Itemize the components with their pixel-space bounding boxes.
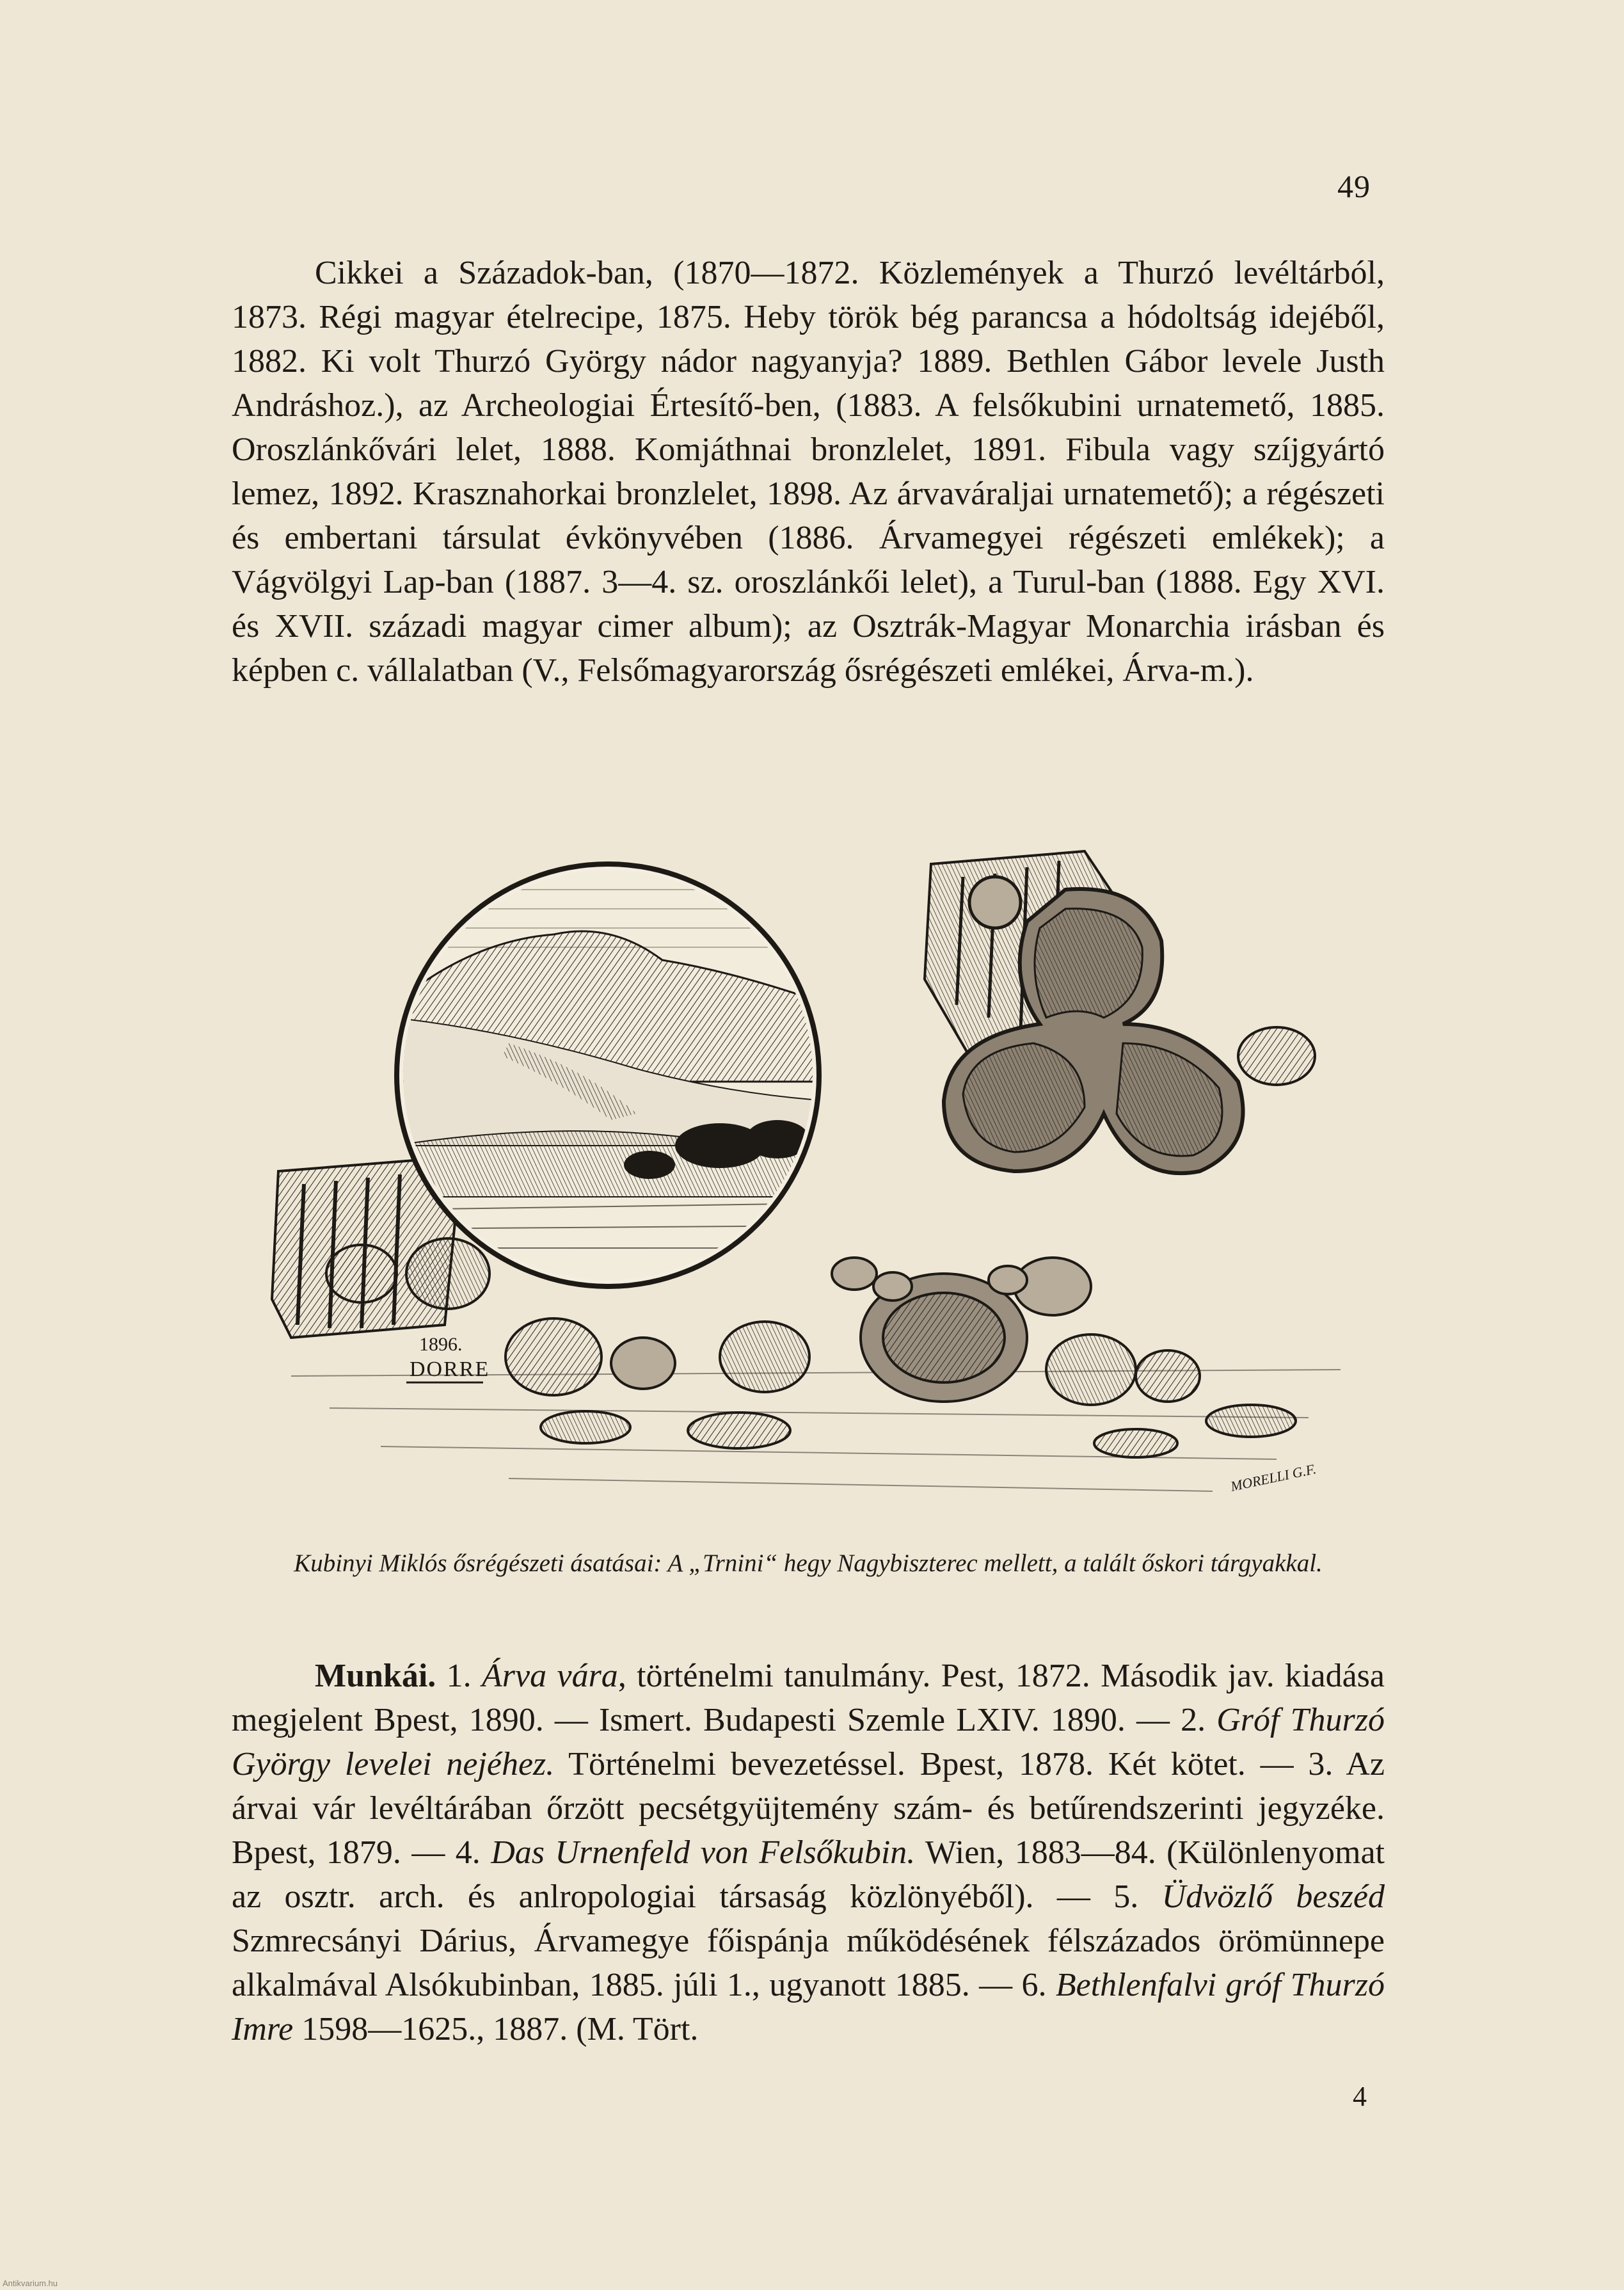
works-title: Gróf Thurzó György levelei nejéhez. [232,1702,1385,1782]
engraving-illustration [253,813,1385,1536]
svg-text:MORELLI G.F.: MORELLI G.F. [1229,1461,1318,1494]
caption-lead: Kubinyi Miklós ősrégészeti ásatásai: [294,1549,662,1577]
works-segment: 1598—1625., 1887. (M. Tört. [293,2011,699,2047]
paragraph-text: Cikkei a Századok-ban, (1870—1872. Közlemények a Thurzó levéltárból, 1873. Régi magyar ételrecipe, 1875. Heby török bég parancsa a hódoltság idejéből, 1882. Ki volt Thurzó György nádor nagyanyja? 1889. Bethlen Gábor levele Justh Andráshoz.), az Archeologiai Értesítő-ben, (1883. A felsőkubini urnatemető, 1885. Oroszlánkővári lelet, 1888. Komjáthnai bronzlelet, 1891. Fibula vagy szíjgyártó lemez, 1892. Krasznahorkai bronzlelet, 1898. Az árvaváraljai urnatemető); a régészeti és embertani társulat évkönyvében (1886. Árvamegyei régészeti emlékek); a Vágvölgyi Lap-ban (1887. 3—4. sz. oroszlánkői lelet), a Turul-ban (1888. Egy XVI. és XVII. századi magyar cimer album); az Osztrák-Magyar Monarchia irásban és képben c. vállalatban (V., Felsőmagyarország ősrégészeti emlékei, Árva-m.). [232,255,1385,689]
works-list-paragraph [232,251,1385,693]
works-segment: Történelmi bevezetéssel. Bpest, 1878. Két kötet. — 3. Az árvai vár levéltárában őrzött pecsétgyüjtemény szám- és betűrendszerinti jegyzéke. Bpest, 1879. — 4. [232,1746,1385,1871]
signature-mark: 4 [1353,2081,1367,2112]
site-watermark: Antikvarium.hu [3,2278,58,2288]
svg-text:DORRE: DORRE [410,1357,490,1381]
works-segment: , történelmi tanulmány. Pest, 1872. Második jav. kiadása megjelent Bpest, 1890. — Ismert. Budapesti Szemle LXIV. 1890. — 2. [232,1658,1385,1738]
works-paragraph [232,1654,1385,2051]
works-text [232,1654,1385,2051]
works-title: Árva vára [482,1658,618,1694]
works-segment: 1. [436,1658,482,1694]
works-title: Das Urnenfeld von Felsőkubin. [491,1834,916,1871]
works-title: Üdvözlő beszéd [1161,1878,1385,1915]
works-title: Bethlenfalvi gróf Thurzó Imre [232,1967,1385,2047]
works-heading: Munkái. [315,1658,436,1694]
page-number: 49 [1337,168,1371,204]
figure-caption [232,1548,1385,1580]
landscape-vignette [394,864,829,1286]
works-segment: Wien, 1883—84. (Különlenyomat az osztr. arch. és anlropologiai társaság közlönyéből). — 5. [232,1834,1385,1915]
svg-text:1896.: 1896. [419,1334,463,1355]
works-segment: Szmrecsányi Dárius, Árvamegye főispánja működésének félszázados örömünnepe alkalmával Alsókubinban, 1885. júli 1., ugyanott 1885. — 6. [232,1923,1385,2003]
caption-text: A „Trnini“ hegy Nagybiszterec mellett, a talált őskori tárgyakkal. [667,1549,1323,1577]
scattered-artifacts [326,1238,1296,1457]
engraver-signature [1229,1461,1318,1494]
artist-signature [406,1334,490,1382]
